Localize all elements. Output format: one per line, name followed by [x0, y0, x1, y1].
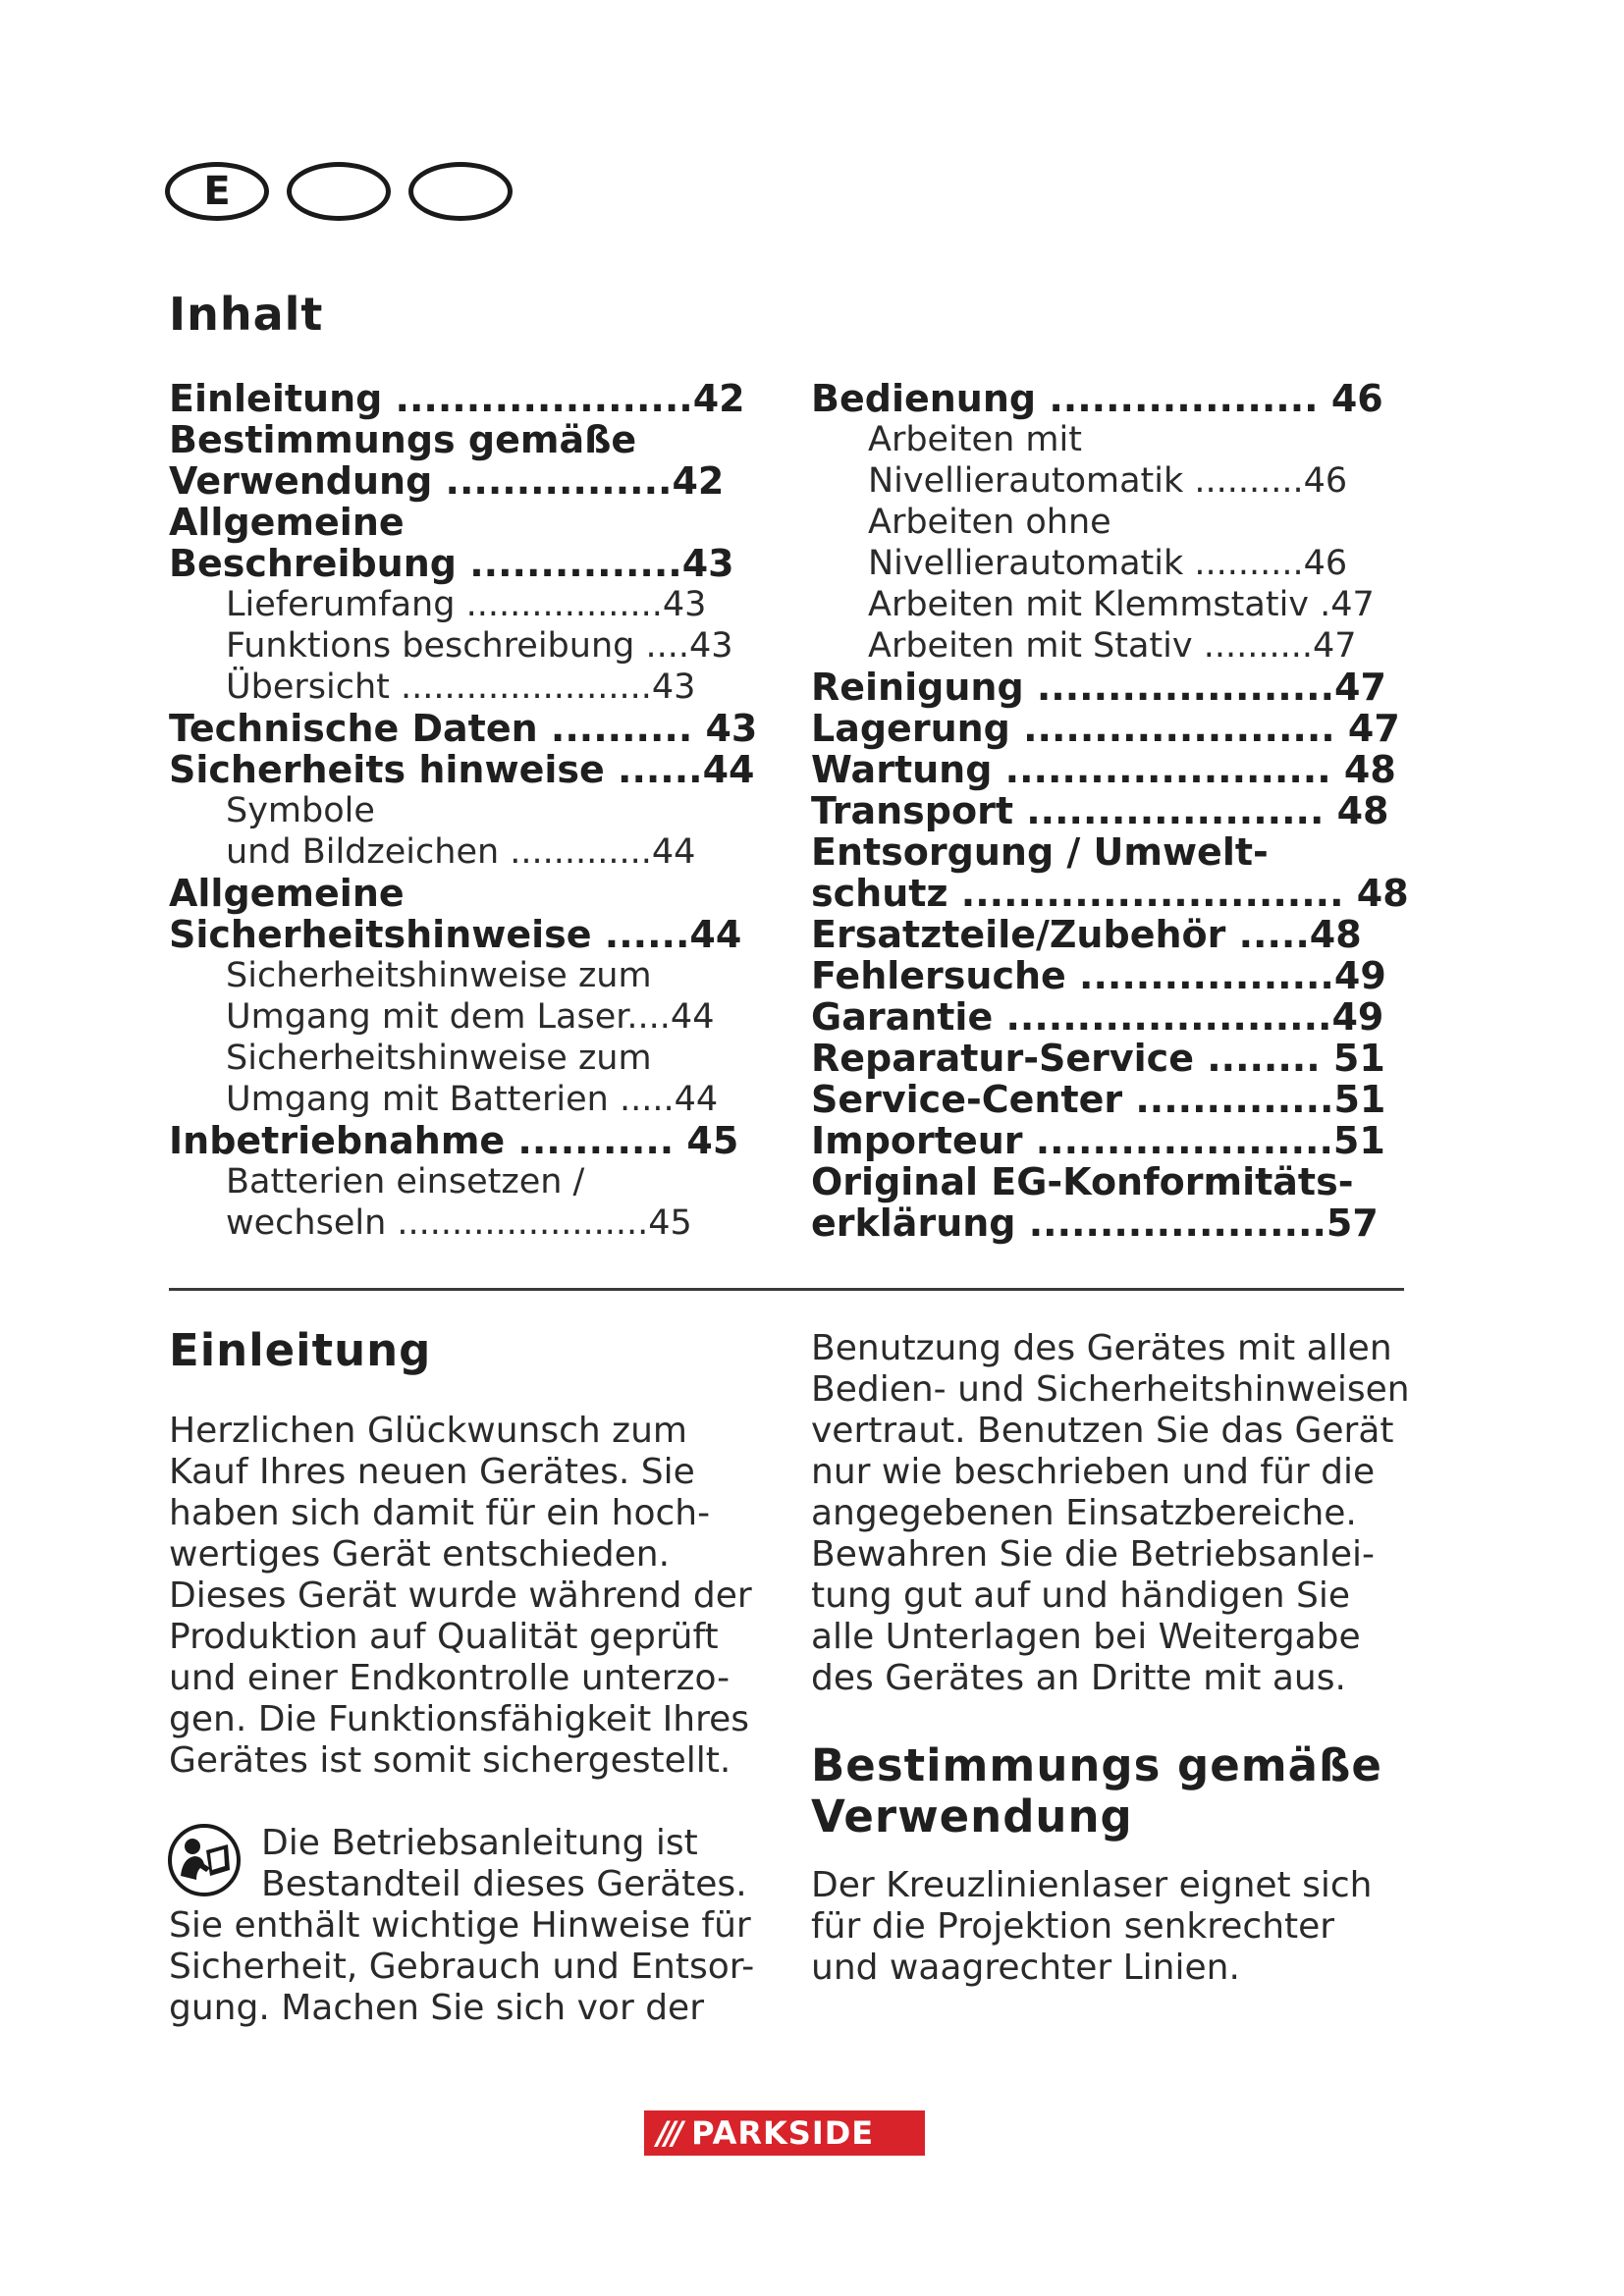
toc-entry: Lagerung ...................... 47	[811, 707, 1400, 750]
text-line: Gerätes ist somit sichergestellt.	[169, 1740, 731, 1781]
title-line: Bestimmungs gemäße	[811, 1739, 1382, 1791]
toc-entry: Wartung ....................... 48	[811, 748, 1396, 791]
toc-subentry: Funktions beschreibung ....43	[226, 626, 733, 666]
intro-paragraph	[169, 1411, 752, 1782]
title-line: Verwendung	[811, 1790, 1133, 1842]
text-line: tung gut auf und händigen Sie	[811, 1575, 1350, 1616]
text-line: Sie enthält wichtige Hinweise für	[169, 1905, 751, 1946]
text-line: Dieses Gerät wurde während der	[169, 1575, 752, 1616]
text-line: Bewahren Sie die Betriebsanlei-	[811, 1534, 1376, 1575]
toc-subentry: Lieferumfang ..................43	[226, 585, 707, 624]
toc-entry: Reinigung .....................47	[811, 666, 1386, 709]
text-line: gen. Die Funktionsfähigkeit Ihres	[169, 1699, 749, 1739]
toc-entry: Fehlersuche ..................49	[811, 954, 1386, 997]
toc-entry: Inbetriebnahme ........... 45	[169, 1119, 739, 1162]
toc-entry: Einleitung .....................42	[169, 377, 745, 420]
toc-entry: Transport ..................... 48	[811, 789, 1389, 832]
text-line: Benutzung des Gerätes mit allen	[811, 1328, 1392, 1368]
logo-brand: PARKSIDE	[691, 2114, 875, 2152]
toc-subentry: Sicherheitshinweise zum	[226, 1039, 652, 1078]
toc-entry: Original EG-Konformitäts-	[811, 1160, 1354, 1203]
intended-use-title	[811, 1740, 1382, 1842]
text-line: gung. Machen Sie sich vor der	[169, 1988, 704, 2028]
text-line: Bestandteil dieses Gerätes.	[261, 1864, 747, 1904]
toc-subentry: Sicherheitshinweise zum	[226, 956, 652, 995]
toc-entry: erklärung .....................57	[811, 1201, 1379, 1245]
toc-entry: Allgemeine	[169, 501, 405, 544]
text-line: Produktion auf Qualität geprüft	[169, 1617, 719, 1657]
toc-entry: Sicherheits hinweise ......44	[169, 748, 755, 791]
country-badge-1: E	[165, 162, 269, 221]
intro-continuation	[811, 1328, 1410, 1699]
text-line: vertraut. Benutzen Sie das Gerät	[811, 1411, 1394, 1451]
toc-entry: Allgemeine	[169, 872, 405, 915]
toc-subentry: Nivellierautomatik ..........46	[868, 461, 1348, 501]
toc-subentry: Arbeiten mit	[868, 420, 1082, 459]
text-line: und einer Endkontrolle unterzo-	[169, 1658, 731, 1698]
toc-subentry: Batterien einsetzen /	[226, 1162, 585, 1201]
text-line: Kauf Ihres neuen Gerätes. Sie	[169, 1452, 695, 1492]
toc-entry: Technische Daten .......... 43	[169, 707, 758, 750]
toc-entry: Bedienung ................... 46	[811, 377, 1383, 420]
parkside-logo	[644, 2110, 925, 2156]
toc-subentry: Symbole	[226, 791, 375, 830]
toc-entry: Beschreibung ...............43	[169, 542, 734, 585]
toc-entry: Garantie .......................49	[811, 995, 1384, 1039]
country-badge-2	[287, 162, 391, 221]
toc-entry: Ersatzteile/Zubehör .....48	[811, 913, 1362, 956]
note-indented	[261, 1823, 747, 1905]
toc-entry: Reparatur-Service ........ 51	[811, 1037, 1385, 1080]
toc-entry: Sicherheitshinweise ......44	[169, 913, 742, 956]
country-badge-3	[408, 162, 513, 221]
toc-entry: Importeur .....................51	[811, 1119, 1385, 1162]
toc-subentry: und Bildzeichen .............44	[226, 832, 696, 872]
toc-subentry: Übersicht .......................43	[226, 667, 696, 707]
toc-entry: Entsorgung / Umwelt-	[811, 830, 1269, 874]
toc-right-column	[811, 377, 1409, 1245]
toc-entry: schutz ........................... 48	[811, 872, 1409, 915]
text-line: Die Betriebsanleitung ist	[261, 1823, 698, 1863]
section-divider	[169, 1288, 1404, 1291]
toc-subentry: Umgang mit dem Laser....44	[226, 997, 715, 1037]
text-line: haben sich damit für ein hoch-	[169, 1493, 711, 1533]
toc-entry: Bestimmungs gemäße	[169, 418, 637, 461]
text-line: alle Unterlagen bei Weitergabe	[811, 1617, 1361, 1657]
text-line: Sicherheit, Gebrauch und Entsor-	[169, 1947, 755, 1987]
intended-use-text	[811, 1865, 1372, 1989]
text-line: Der Kreuzlinienlaser eignet sich	[811, 1865, 1373, 1905]
logo-slashes: ///	[657, 2114, 680, 2152]
text-line: und waagrechter Linien.	[811, 1948, 1240, 1988]
text-line: angegebenen Einsatzbereiche.	[811, 1493, 1357, 1533]
text-line: des Gerätes an Dritte mit aus.	[811, 1658, 1346, 1698]
country-badges	[165, 162, 528, 227]
text-line: Herzlichen Glückwunsch zum	[169, 1411, 687, 1451]
toc-subentry: Arbeiten mit Stativ ..........47	[868, 626, 1357, 666]
toc-subentry: wechseln .......................45	[226, 1203, 692, 1243]
toc-entry: Service-Center ..............51	[811, 1078, 1386, 1121]
toc-subentry: Arbeiten mit Klemmstativ .47	[868, 585, 1375, 624]
text-line: Bedien- und Sicherheitshinweisen	[811, 1369, 1410, 1410]
intro-title: Einleitung	[169, 1324, 432, 1376]
text-line: für die Projektion senkrechter	[811, 1906, 1335, 1947]
note-paragraph	[169, 1905, 754, 2029]
text-line: wertiges Gerät entschieden.	[169, 1534, 671, 1575]
toc-left-column	[169, 378, 758, 1244]
contents-title: Inhalt	[169, 288, 324, 341]
read-manual-icon	[167, 1823, 242, 1897]
toc-subentry: Umgang mit Batterien .....44	[226, 1080, 719, 1119]
toc-subentry: Arbeiten ohne	[868, 503, 1111, 542]
toc-entry: Verwendung ................42	[169, 459, 725, 503]
toc-subentry: Nivellierautomatik ..........46	[868, 544, 1348, 583]
text-line: nur wie beschrieben und für die	[811, 1452, 1376, 1492]
